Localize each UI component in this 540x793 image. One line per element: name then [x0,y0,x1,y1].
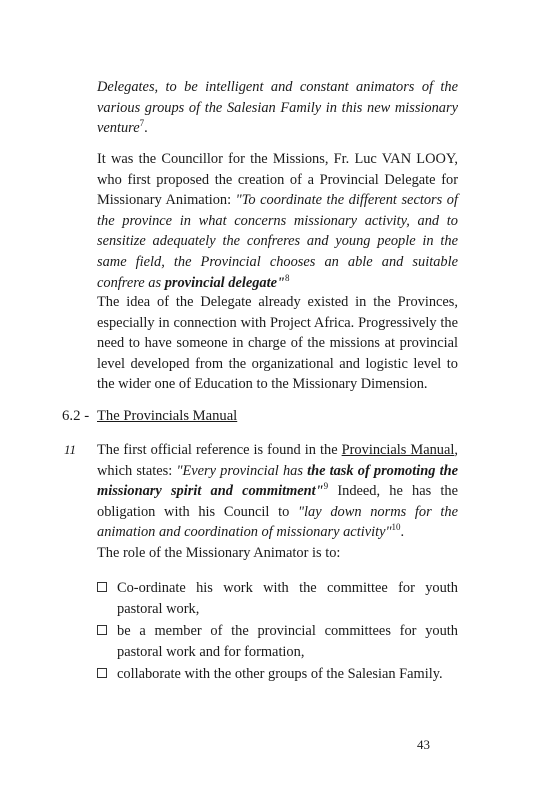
footnote-ref-8[interactable]: 8 [285,272,290,283]
checkbox-icon [97,582,107,592]
footnote-ref-9[interactable]: 9 [323,481,329,492]
paragraph-role [97,543,458,564]
list-item [97,664,458,685]
para4-t2: , which states: [97,442,459,479]
list-item [97,621,458,662]
section-number: 6.2 - [62,408,90,424]
checkbox-icon [97,625,107,635]
para4-t3: Indeed, he has the obligation with his Council to [97,483,458,520]
para2-bold: provincial delegate [164,274,277,291]
footnote-ref-10[interactable]: 10 [391,522,401,533]
list-item-text: collaborate with the other groups of the Salesian Family. [117,666,443,683]
para1-end: . [144,120,148,137]
section-title: The Provincials Manual [97,408,238,424]
para1-text: Delegates, to be intelligent and constant animators of the various groups of the Salesian Family in this new missionary venture [97,79,458,137]
list-item-text: Co-ordinate his work with the committee for youth pastoral work, [117,580,458,617]
paragraph-manual [97,440,458,543]
paragraph-idea [97,292,458,395]
list-item [97,578,458,619]
para4-q2: "lay down norms for the animation and coordination of missionary activity" [97,503,458,541]
para2-close: " [277,274,285,291]
checkbox-icon [97,668,107,678]
para2-quote: "To coordinate the different sectors of the province in what concerns missionary activity, and to sensitize adequately the confreres and young people in the same field, the Provincial chooses an able and suitable confrere as [97,192,458,291]
para2-intro: It was the Councillor for the Missions, Fr. Luc VAN LOOY, who first proposed the creation of a Provincial Delegate for Missionary Animation: [97,151,458,209]
paragraph-councillor [97,149,458,293]
para5-text: The role of the Missionary Animator is to: [97,545,341,561]
role-list [97,578,458,685]
para4-q1: "Every provincial has [176,462,308,479]
margin-number: 11 [64,442,77,457]
footnote-ref-7[interactable]: 7 [139,118,145,129]
list-item-text: be a member of the provincial committees for youth pastoral work and for formation, [117,623,458,660]
para4-q1end: " [315,483,324,500]
para3-text: The idea of the Delegate already existed in the Provinces, especially in connection with Project Africa. Progressively the need to have someone in charge of the missions at provincial level developed from the organizational and logistic level to the wider one of Education to the Missionary Dimension. [97,294,458,393]
para4-end: . [400,524,405,541]
para4-t1: The first official reference is found in the [97,442,342,458]
para4-b1: the task of promoting the missionary spirit and commitment [97,462,458,500]
provincials-manual-link[interactable]: Provincials Manual [341,442,455,458]
paragraph-delegates [97,77,458,139]
page-number: 43 [417,737,430,752]
